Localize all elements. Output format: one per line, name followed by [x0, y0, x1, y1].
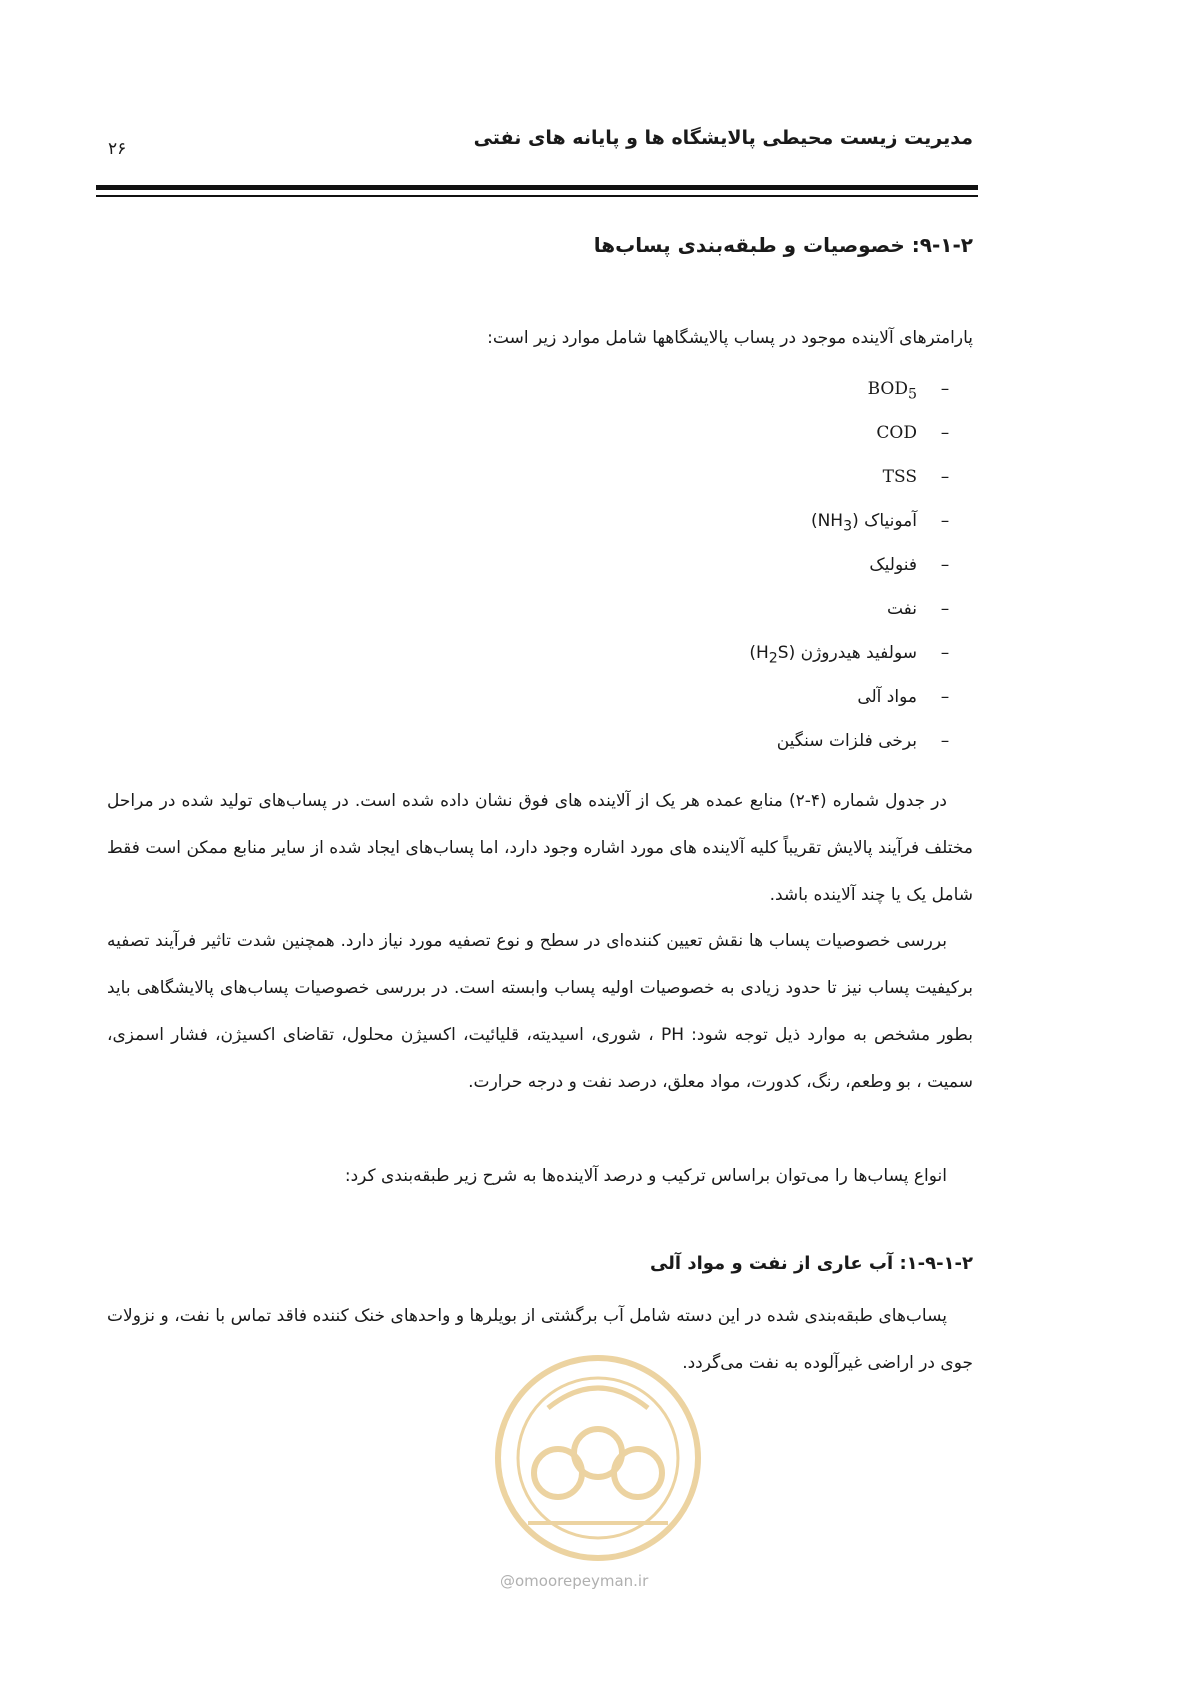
list-item [749, 367, 973, 411]
body-paragraph: در جدول شماره (۴-۲) منابع عمده هر یک از آلاینده های فوق نشان داده شده است. در پساب‌های تولید شده در مراحل مختلف فرآیند پالایش تقریباً کلیه آلاینده های مورد اشاره وجود دارد، اما پساب‌های ایجاد شده از سایر منابع ممکن است فقط شامل یک یا چند آلاینده باشد. [107, 791, 973, 905]
watermark-seal-icon [488, 1348, 708, 1568]
list-item [749, 587, 973, 631]
running-header-title: مدیریت زیست محیطی پالایشگاه ها و پایانه های نفتی [473, 127, 973, 149]
watermark-site-label: @omoorepeyman.ir [500, 1572, 649, 1590]
dash-bullet: – [940, 687, 950, 707]
list-item [749, 455, 973, 499]
dash-bullet: – [940, 731, 950, 751]
header-rule-thin [96, 195, 978, 197]
dash-bullet: – [940, 379, 950, 399]
intro-paragraph: پارامترهای آلاینده موجود در پساب پالایشگاهها شامل موارد زیر است: [487, 328, 973, 348]
list-item-text: مواد آلی [857, 687, 917, 707]
page-number: ۲۶ [108, 139, 127, 159]
dash-bullet: – [940, 643, 950, 663]
list-item-text: آمونیاک $(NH_3)$ [810, 511, 917, 535]
section-heading: ۹-۱-۲: خصوصیات و طبقه‌بندی پساب‌ها [593, 233, 973, 257]
subsection-heading: ۱-۹-۱-۲: آب عاری از نفت و مواد آلی [649, 1253, 973, 1274]
list-item [749, 411, 973, 455]
dash-bullet: – [940, 599, 950, 619]
list-item [749, 499, 973, 543]
list-item [749, 631, 973, 675]
dash-bullet: – [940, 511, 950, 531]
subsection-paragraph: پساب‌های طبقه‌بندی شده در این دسته شامل آب برگشتی از بویلرها و واحدهای خنک کننده فاقد تماس با نفت، و نزولات جوی در اراضی غیرآلوده به نفت می‌گردد. [107, 1306, 973, 1373]
list-item-text: COD [876, 423, 917, 443]
list-item-text: برخی فلزات سنگین [776, 731, 917, 751]
pollutant-list [749, 367, 973, 763]
list-item [749, 719, 973, 763]
list-item [749, 675, 973, 719]
list-item [749, 543, 973, 587]
list-item-text: نفت [886, 599, 917, 619]
dash-bullet: – [940, 423, 950, 443]
list-item-text: سولفید هیدروژن $(H_2S)$ [749, 643, 917, 667]
body-paragraph: انواع پساب‌ها را می‌توان براساس ترکیب و درصد آلاینده‌ها به شرح زیر طبقه‌بندی کرد: [344, 1166, 947, 1186]
dash-bullet: – [940, 467, 950, 487]
dash-bullet: – [940, 555, 950, 575]
list-item-text: $BOD_5$ [867, 379, 917, 403]
header-rule-thick [96, 185, 978, 190]
list-item-text: TSS [882, 467, 917, 487]
body-paragraph: بررسی خصوصیات پساب ها نقش تعیین کننده‌ای در سطح و نوع تصفیه مورد نیاز دارد. همچنین شدت تاثیر فرآیند تصفیه برکیفیت پساب نیز تا حدود زیادی به خصوصیات اولیه پساب وابسته است. در بررسی خصوصیات پساب‌های پالایشگاهی باید بطور مشخص به موارد ذیل توجه شود: PH ، شوری، اسیدیته، قلیائیت، اکسیژن محلول، تقاضای اکسیژن، فشار اسمزی، سمیت ، بو وطعم، رنگ، کدورت، مواد معلق، درصد نفت و درجه حرارت. [107, 931, 973, 1092]
list-item-text: فنولیک [869, 555, 917, 575]
